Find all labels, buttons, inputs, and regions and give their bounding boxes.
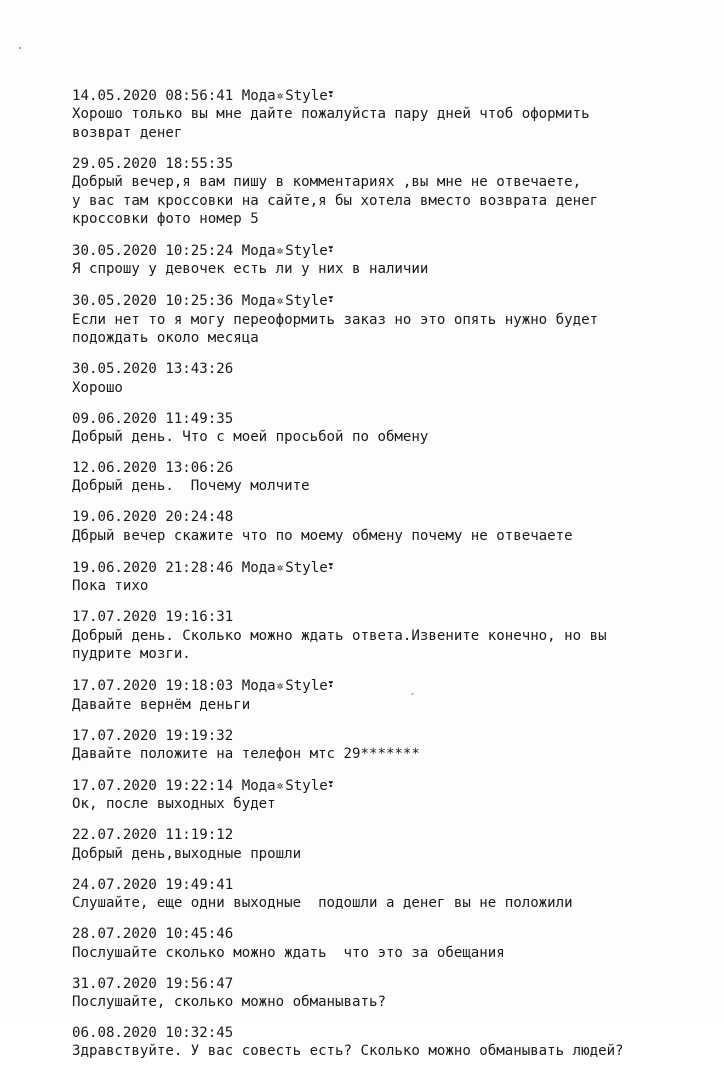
sender-name: Мода bbox=[241, 777, 276, 794]
message-timestamp: 09.06.2020 11:49:35 bbox=[72, 410, 234, 427]
message-timestamp: 24.07.2020 19:49:41 bbox=[72, 876, 234, 893]
sender-name: Мода bbox=[241, 293, 276, 310]
message-text-line: Добрый день,выходные прошли bbox=[72, 845, 302, 862]
star-icon: ✲ bbox=[276, 89, 284, 102]
message-entry bbox=[72, 155, 672, 229]
star-icon: ✲ bbox=[276, 560, 284, 574]
message-header bbox=[72, 291, 672, 310]
message-entry bbox=[72, 558, 672, 596]
message-text-line: Послушайте, сколько можно обманывать? bbox=[72, 993, 386, 1010]
message-header bbox=[72, 975, 672, 993]
message-entry bbox=[72, 826, 672, 863]
message-text-line: у вас там кроссовки на сайте,я бы хотела вместо возврата денег bbox=[72, 192, 599, 209]
message-header bbox=[72, 727, 672, 745]
message-text-line: Хорошо только вы мне дайте пожалуйста пару дней чтоб оформить bbox=[72, 106, 590, 123]
star-icon: ✲ bbox=[276, 294, 284, 308]
message-entry bbox=[72, 608, 672, 663]
message-log bbox=[72, 86, 672, 1073]
scan-speck bbox=[19, 47, 21, 49]
message-entry bbox=[72, 925, 672, 962]
message-header bbox=[72, 676, 672, 695]
message-timestamp: 30.05.2020 10:25:36 bbox=[72, 293, 234, 310]
message-sender bbox=[242, 243, 334, 259]
message-sender bbox=[242, 560, 334, 576]
message-entry bbox=[72, 360, 672, 397]
message-entry bbox=[72, 410, 672, 447]
message-text-line: Пока тихо bbox=[72, 578, 149, 595]
message-text-line: подождать около месяца bbox=[72, 330, 259, 347]
sender-name: Мода bbox=[241, 678, 276, 695]
message-timestamp: 17.07.2020 19:18:03 bbox=[72, 678, 234, 695]
message-entry bbox=[72, 241, 672, 279]
message-text-line: Добрый день. Что с моей просьбой по обмену bbox=[72, 429, 429, 446]
message-entry bbox=[72, 508, 672, 545]
heart-icon: ❣ bbox=[327, 679, 334, 691]
message-sender bbox=[242, 293, 334, 309]
message-header bbox=[72, 925, 672, 943]
message-entry bbox=[72, 291, 672, 347]
sender-suffix: Style bbox=[285, 293, 328, 310]
message-text-line: Послушайте сколько можно ждать что это за обещания bbox=[72, 944, 505, 961]
message-text-line: Хорошо bbox=[72, 379, 123, 396]
message-timestamp: 17.07.2020 19:16:31 bbox=[72, 609, 234, 626]
message-timestamp: 12.06.2020 13:06:26 bbox=[72, 460, 234, 477]
heart-icon: ❣ bbox=[327, 778, 334, 790]
message-timestamp: 17.07.2020 19:22:14 bbox=[72, 777, 234, 794]
message-header bbox=[72, 459, 672, 477]
message-text-line: Дбрый вечер скажите что по моему обмену почему не отвечаете bbox=[72, 527, 573, 544]
heart-icon: ❣ bbox=[327, 294, 334, 306]
sender-suffix: Style bbox=[285, 559, 328, 576]
message-entry bbox=[72, 975, 672, 1012]
sender-name: Мода bbox=[241, 559, 276, 576]
message-text-line: пудрите мозги. bbox=[72, 646, 191, 663]
message-entry bbox=[72, 459, 672, 496]
message-timestamp: 14.05.2020 08:56:41 bbox=[72, 88, 234, 104]
message-timestamp: 06.08.2020 10:32:45 bbox=[72, 1024, 234, 1041]
message-text-line: Ок, после выходных будет bbox=[72, 796, 276, 813]
message-header bbox=[72, 776, 672, 795]
message-header bbox=[72, 155, 672, 173]
message-timestamp: 30.05.2020 13:43:26 bbox=[72, 361, 234, 378]
sender-suffix: Style bbox=[285, 88, 328, 104]
message-text-line: Давайте положите на телефон мтс 29******* bbox=[72, 745, 420, 762]
message-text-line: Добрый день. Почему молчите bbox=[72, 478, 310, 495]
message-entry bbox=[72, 1024, 672, 1061]
heart-icon: ❣ bbox=[327, 89, 334, 100]
message-header bbox=[72, 558, 672, 577]
message-text-line: Я спрошу у девочек есть ли у них в наличии bbox=[72, 261, 429, 278]
message-sender bbox=[242, 88, 334, 104]
message-timestamp: 28.07.2020 10:45:46 bbox=[72, 926, 234, 943]
sender-name: Мода bbox=[241, 88, 276, 104]
message-header bbox=[72, 608, 672, 626]
message-sender bbox=[242, 678, 334, 694]
message-text-line: Добрый день. Сколько можно ждать ответа.Извените конечно, но вы bbox=[72, 627, 607, 644]
message-header bbox=[72, 410, 672, 428]
message-header bbox=[72, 241, 672, 260]
message-header bbox=[72, 360, 672, 378]
message-entry bbox=[72, 676, 672, 714]
message-text-line: Давайте вернём деньги bbox=[72, 696, 251, 713]
message-text-line: Если нет то я могу переоформить заказ но это опять нужно будет bbox=[72, 311, 599, 328]
message-timestamp: 29.05.2020 18:55:35 bbox=[72, 155, 234, 172]
message-entry bbox=[72, 876, 672, 913]
star-icon: ✲ bbox=[276, 679, 284, 693]
message-timestamp: 19.06.2020 21:28:46 bbox=[72, 559, 234, 576]
sender-suffix: Style bbox=[285, 678, 328, 695]
star-icon: ✲ bbox=[276, 244, 284, 258]
sender-suffix: Style bbox=[285, 243, 328, 260]
message-timestamp: 31.07.2020 19:56:47 bbox=[72, 975, 234, 992]
message-header bbox=[72, 86, 672, 105]
message-timestamp: 30.05.2020 10:25:24 bbox=[72, 243, 234, 260]
message-timestamp: 22.07.2020 11:19:12 bbox=[72, 827, 234, 844]
message-text-line: возврат денег bbox=[72, 124, 183, 141]
message-entry bbox=[72, 727, 672, 764]
message-header bbox=[72, 1024, 672, 1042]
sender-suffix: Style bbox=[285, 777, 328, 794]
message-header bbox=[72, 826, 672, 844]
message-sender bbox=[242, 778, 334, 794]
sender-name: Мода bbox=[241, 243, 276, 260]
message-text-line: Здравствуйте. У вас совесть есть? Сколько можно обманывать людей? bbox=[72, 1043, 624, 1060]
message-timestamp: 19.06.2020 20:24:48 bbox=[72, 509, 234, 526]
message-text-line: Слушайте, еще одни выходные подошли а денег вы не положили bbox=[72, 895, 573, 912]
message-timestamp: 17.07.2020 19:19:32 bbox=[72, 727, 234, 744]
message-entry bbox=[72, 86, 672, 142]
message-header bbox=[72, 508, 672, 526]
message-entry bbox=[72, 776, 672, 814]
star-icon: ✲ bbox=[276, 778, 284, 792]
message-text-line: Добрый вечер,я вам пишу в комментариях ,вы мне не отвечаете, bbox=[72, 174, 582, 191]
heart-icon: ❣ bbox=[327, 560, 334, 572]
message-text-line: кроссовки фото номер 5 bbox=[72, 211, 259, 228]
message-header bbox=[72, 876, 672, 894]
heart-icon: ❣ bbox=[327, 244, 334, 256]
